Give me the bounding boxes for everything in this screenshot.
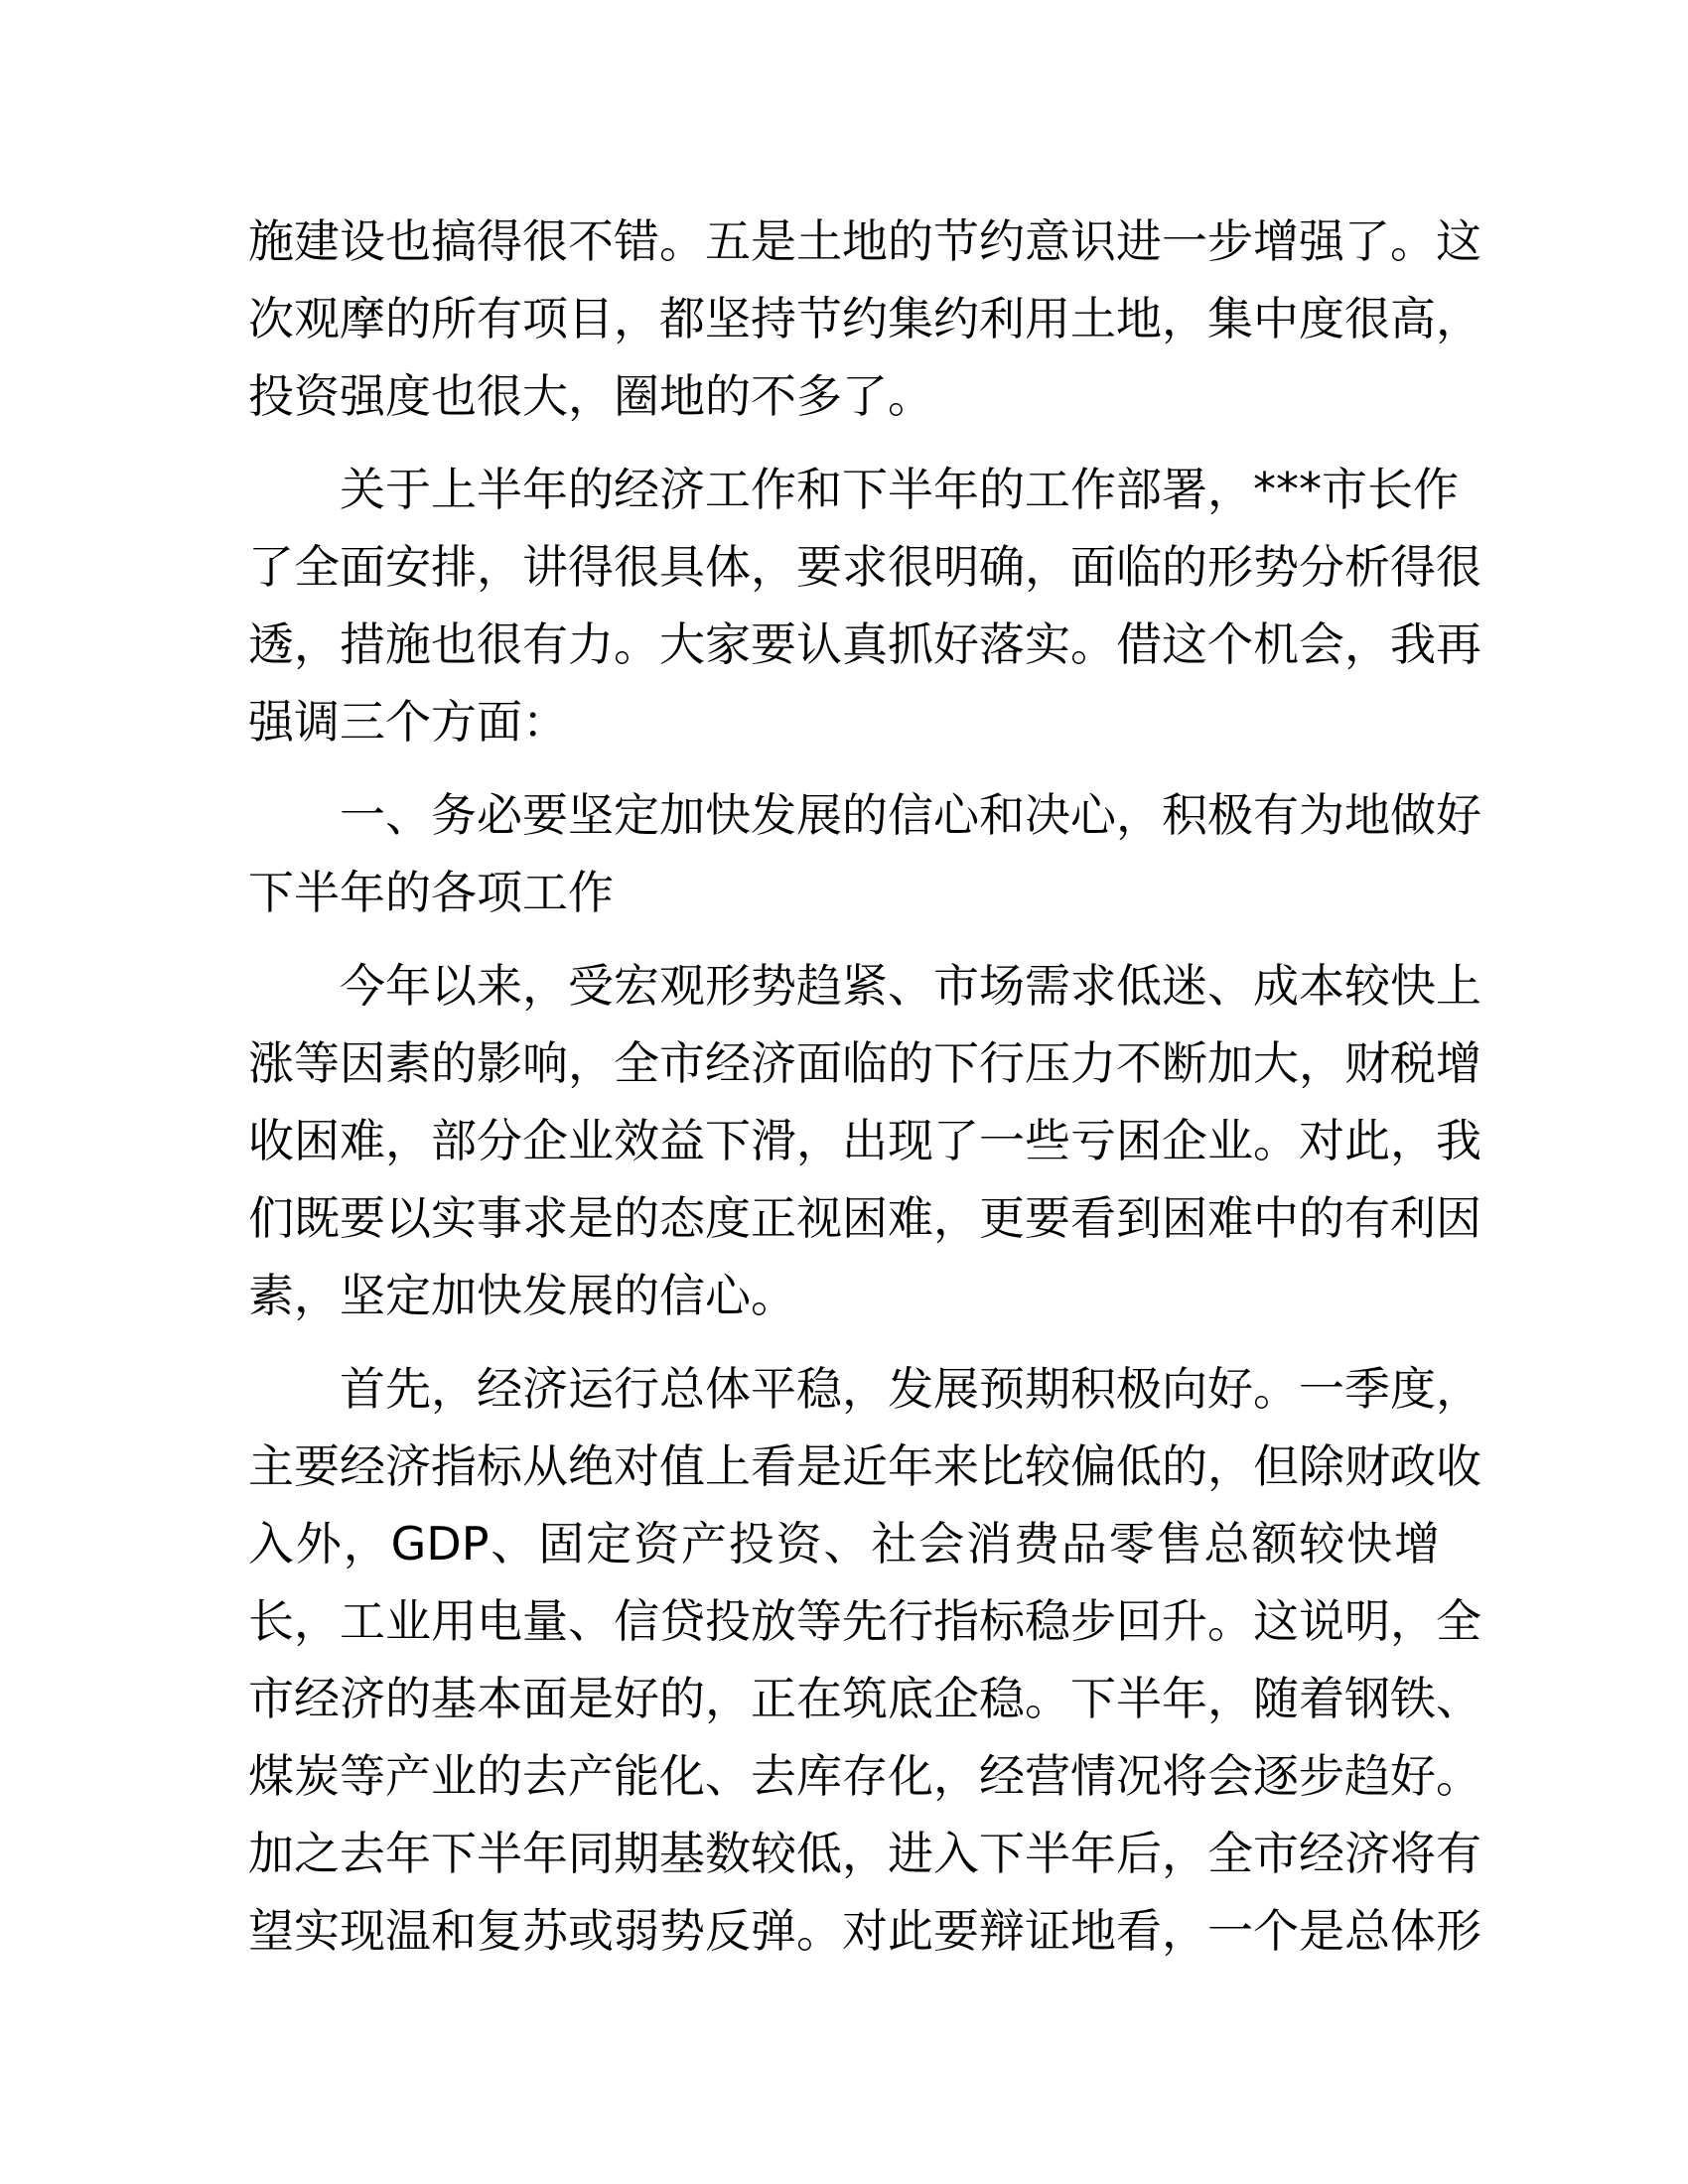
paragraph-gap	[248, 931, 1440, 947]
heading-line: 下半年的各项工作	[248, 866, 614, 919]
heading-line: 一、务必要坚定加快发展的信心和决心，积极有为地做好	[340, 788, 1481, 842]
paragraph-3	[248, 947, 1481, 1334]
paragraph-1	[248, 203, 1481, 435]
text-line: 投资强度也很大，圈地的不多了。	[248, 369, 933, 423]
text-line: 首先，经济运行总体平稳，发展预期积极向好。一季度，	[340, 1362, 1481, 1416]
text-line: 望实现温和复苏或弱势反弹。对此要辩证地看，一个是总体形	[248, 1904, 1481, 1958]
text-line: 透，措施也很有力。大家要认真抓好落实。借这个机会，我再	[248, 617, 1481, 671]
text-line: 长，工业用电量、信贷投放等先行指标稳步回升。这说明，全	[248, 1594, 1481, 1648]
text-line: 涨等因素的影响，全市经济面临的下行压力不断加大，财税增	[248, 1036, 1481, 1090]
text-line: 施建设也搞得很不错。五是土地的节约意识进一步增强了。这	[248, 214, 1481, 268]
text-line: 关于上半年的经济工作和下半年的工作部署，***市长作	[340, 463, 1459, 516]
paragraph-gap	[248, 1334, 1440, 1350]
section-heading-1	[248, 776, 1481, 931]
paragraph-2	[248, 451, 1481, 760]
text-line: 加之去年下半年同期基数较低，进入下半年后，全市经济将有	[248, 1827, 1481, 1880]
text-line: 次观摩的所有项目，都坚持节约集约利用土地，集中度很高，	[248, 292, 1481, 345]
text-line: 收困难，部分企业效益下滑，出现了一些亏困企业。对此，我	[248, 1114, 1481, 1167]
text-line: 入外，GDP、固定资产投资、社会消费品零售总额较快增	[248, 1517, 1440, 1570]
text-line: 煤炭等产业的去产能化、去库存化，经营情况将会逐步趋好。	[248, 1749, 1481, 1803]
document-page	[248, 203, 1481, 1970]
text-line: 们既要以实事求是的态度正视困难，更要看到困难中的有利因	[248, 1191, 1481, 1245]
text-line: 主要经济指标从绝对值上看是近年来比较偏低的，但除财政收	[248, 1439, 1481, 1493]
text-line: 了全面安排，讲得很具体，要求很明确，面临的形势分析得很	[248, 540, 1481, 594]
text-line: 素，坚定加快发展的信心。	[248, 1269, 796, 1322]
text-line: 强调三个方面：	[248, 695, 568, 749]
text-line: 今年以来，受宏观形势趋紧、市场需求低迷、成本较快上	[340, 959, 1481, 1013]
paragraph-4	[248, 1350, 1481, 1970]
paragraph-gap	[248, 760, 1440, 776]
text-line: 市经济的基本面是好的，正在筑底企稳。下半年，随着钢铁、	[248, 1672, 1481, 1725]
paragraph-gap	[248, 435, 1440, 451]
